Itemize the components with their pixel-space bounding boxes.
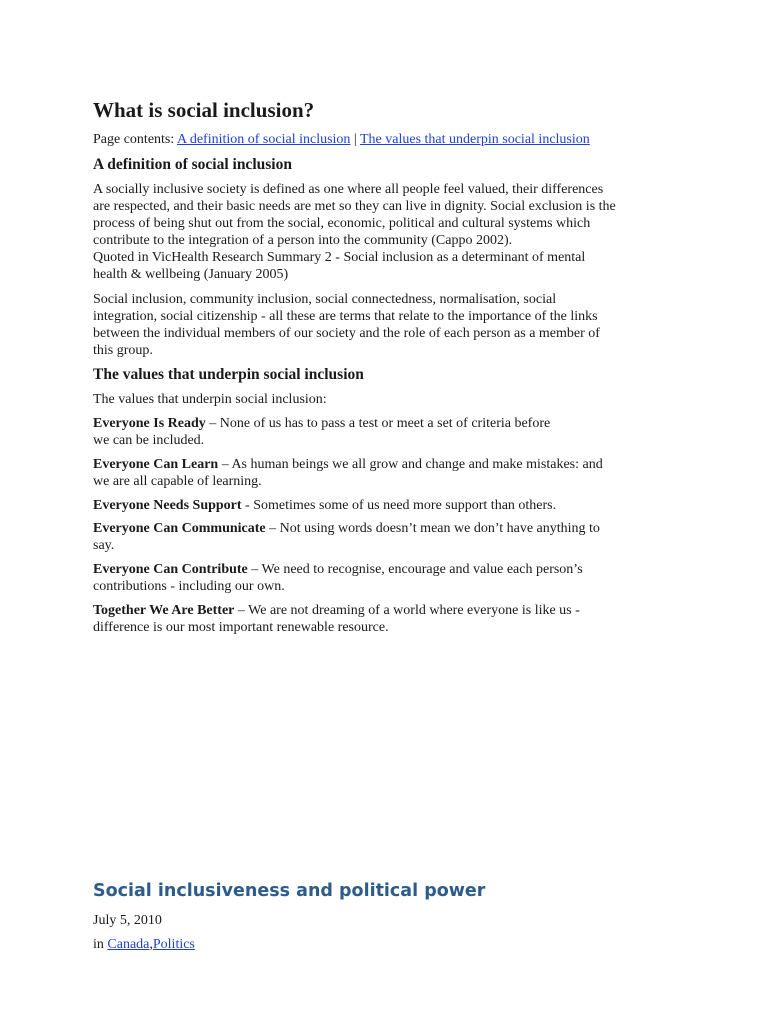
post-title[interactable]: Social inclusiveness and political power — [93, 881, 486, 901]
text-line: between the individual members of our society and the role of each person as a member of — [93, 326, 600, 341]
category-link-canada[interactable]: Canada — [107, 937, 150, 952]
contents-separator: | — [350, 132, 360, 147]
page-contents-nav — [93, 132, 590, 148]
link-definition[interactable]: A definition of social inclusion — [177, 132, 351, 147]
definition-paragraph — [93, 181, 683, 283]
categories-prefix: in — [93, 937, 108, 952]
terms-paragraph — [93, 291, 683, 359]
value-text: – None of us has to pass a test or meet a set of criteria before — [205, 416, 551, 431]
value-text: difference is our most important renewable resource. — [93, 620, 389, 635]
link-values[interactable]: The values that underpin social inclusion — [359, 132, 590, 147]
section-heading-definition: A definition of social inclusion — [93, 156, 292, 173]
value-text: – Not using words doesn’t mean we don’t have anything to — [265, 521, 600, 536]
value-term: Everyone Can Contribute — [93, 562, 248, 577]
value-text: – We need to recognise, encourage and value each person’s — [247, 562, 583, 577]
page-title: What is social inclusion? — [93, 98, 315, 122]
value-term: Everyone Is Ready — [93, 416, 206, 431]
text-line: this group. — [93, 343, 153, 358]
value-item — [93, 520, 683, 554]
value-term: Together We Are Better — [93, 603, 235, 618]
page-contents-label: Page contents: — [93, 132, 177, 147]
value-text: we can be included. — [93, 433, 205, 448]
text-line: integration, social citizenship - all these are terms that relate to the importance of the links — [93, 309, 598, 324]
text-line: The values that underpin social inclusion: — [93, 392, 327, 407]
values-intro — [93, 391, 683, 408]
value-text: – We are not dreaming of a world where everyone is like us - — [234, 603, 580, 618]
category-separator: , — [149, 937, 153, 952]
value-item — [93, 561, 683, 595]
value-item — [93, 497, 683, 514]
value-term: Everyone Needs Support — [93, 498, 242, 513]
value-term: Everyone Can Learn — [93, 457, 219, 472]
text-line: process of being shut out from the social, economic, political and cultural systems which — [93, 216, 591, 231]
category-link-politics[interactable]: Politics — [152, 937, 195, 952]
section-heading-values: The values that underpin social inclusion — [93, 366, 364, 383]
value-item — [93, 415, 683, 449]
value-text: contributions - including our own. — [93, 579, 285, 594]
post-date: July 5, 2010 — [93, 913, 162, 928]
text-line: A socially inclusive society is defined as one where all people feel valued, their differences — [93, 182, 604, 197]
value-text: – As human beings we all grow and change and make mistakes: and — [218, 457, 603, 472]
text-line: Social inclusion, community inclusion, social connectedness, normalisation, social — [93, 292, 557, 307]
text-line: Quoted in VicHealth Research Summary 2 - Social inclusion as a determinant of mental — [93, 250, 586, 265]
value-text: say. — [93, 538, 115, 553]
value-text: - Sometimes some of us need more support than others. — [241, 498, 557, 513]
text-line: contribute to the integration of a person into the community (Cappo 2002). — [93, 233, 513, 248]
value-term: Everyone Can Communicate — [93, 521, 266, 536]
post-categories — [93, 937, 195, 953]
value-text: we are all capable of learning. — [93, 474, 262, 489]
value-item — [93, 602, 683, 636]
value-item — [93, 456, 683, 490]
text-line: are respected, and their basic needs are met so they can live in dignity. Social exclusion is the — [93, 199, 616, 214]
text-line: health & wellbeing (January 2005) — [93, 267, 289, 282]
